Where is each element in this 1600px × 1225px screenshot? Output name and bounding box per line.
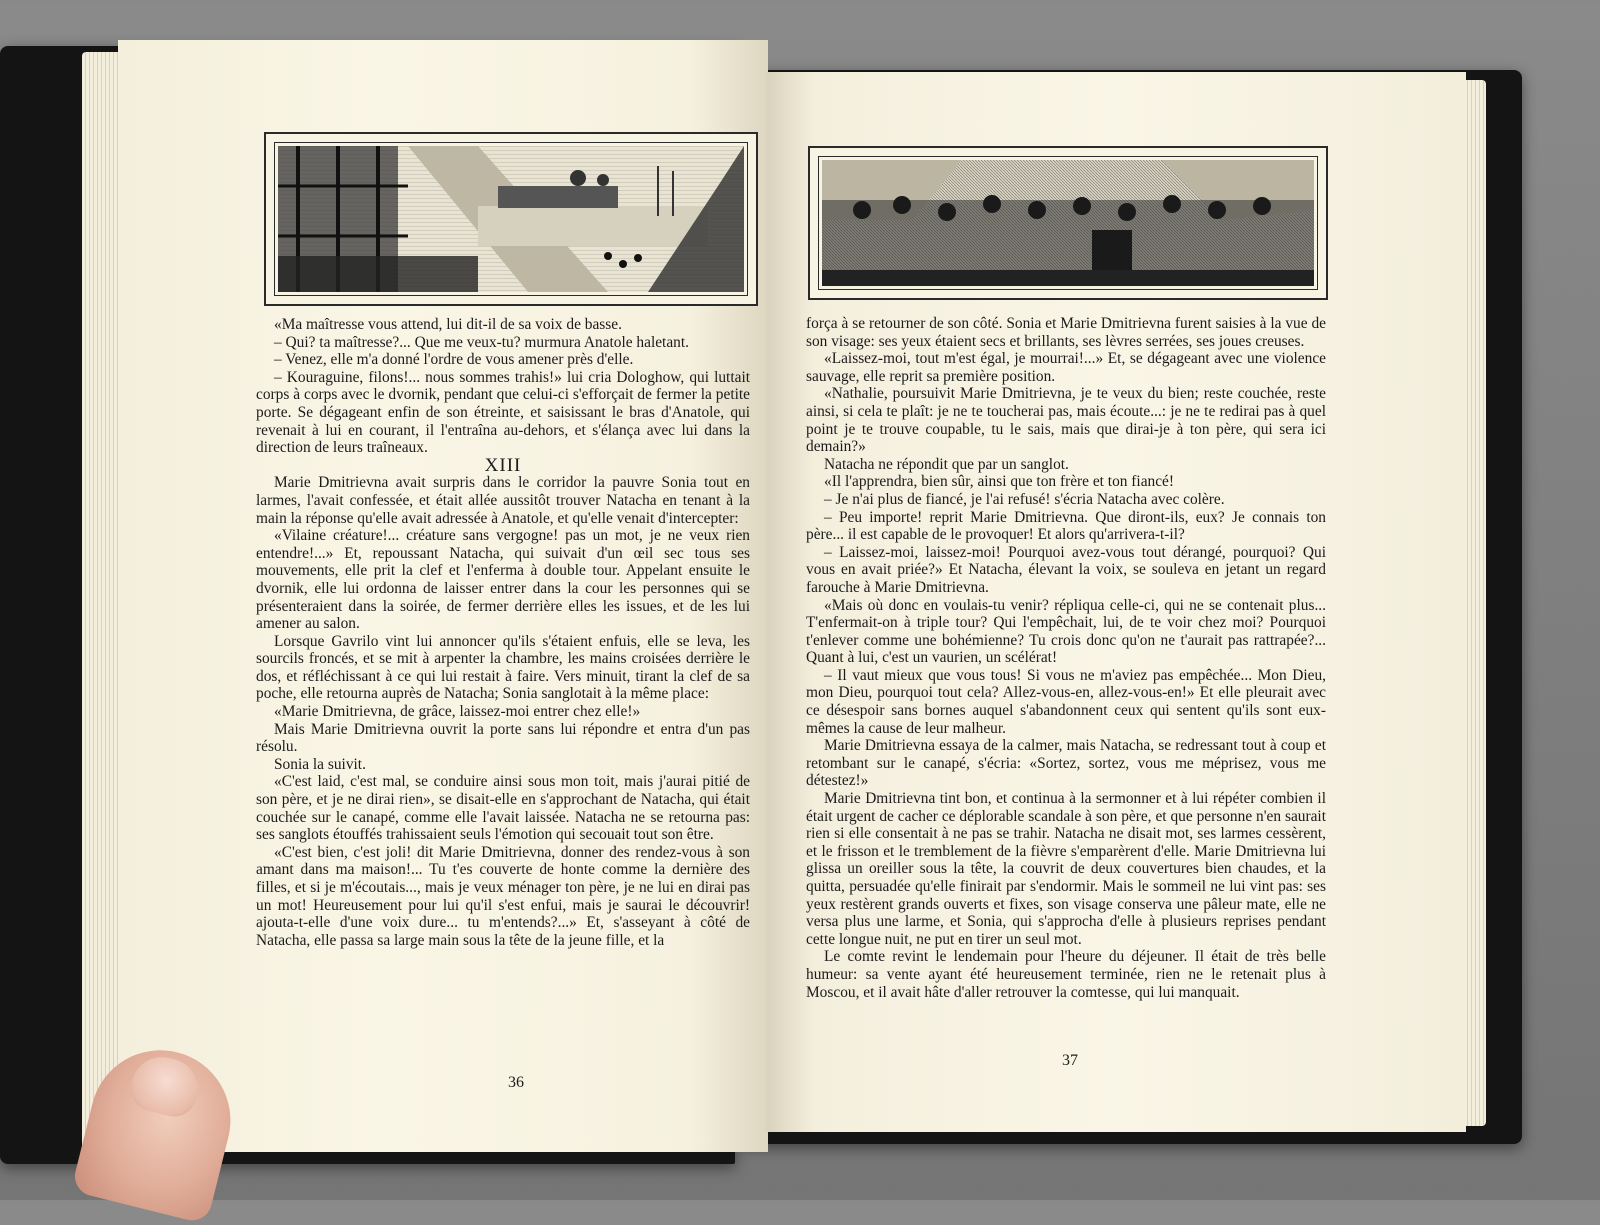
market-crowd-illustration <box>822 160 1314 286</box>
paragraph: força à se retourner de son côté. Sonia et Marie Dmitrievna furent saisies à la vue de son visage: ses yeux étaient secs et brillants, ses lèvres serrées, ses joues creuses. <box>806 315 1326 350</box>
paragraph: «Marie Dmitrievna, de grâce, laissez-moi entrer chez elle!» <box>274 703 641 721</box>
paragraph: «Ma maîtresse vous attend, lui dit-il de sa voix de basse. <box>274 316 622 333</box>
paragraph: Marie Dmitrievna tint bon, et continua à la sermonner et à lui répéter combien il était urgent de cacher ce déplorable scandale à son père, et que personne n'en saurait rien si elle consentait à ne pas se trahir. Natacha ne disait mot, ses larmes cessèrent, et le frisson et le tremblement de la fièvre s'emparèrent d'elle. Marie Dmitrievna lui glissa un oreiller sous la tête, la couvrit de deux couvertures bien chaudes, et la quitta, persuadée qu'elle finirait par s'endormir. Mais le sommeil ne lui vint pas: ses yeux restèrent grands ouverts et fixes, son visage conserva une pâleur mate, elle ne versa plus une larme, et Sonia, qui s'approcha d'elle à plusieurs reprises pendant cette longue nuit, ne put en tirer un seul mot. <box>806 790 1326 948</box>
paragraph: «C'est bien, c'est joli! dit Marie Dmitrievna, donner des rendez-vous à son amant dans ma maison!... Tu t'es couverte de honte comme la dernière des filles, et si je m'écoutais..., mais je veux ménager ton père, je ne lui en dirai pas un mot! Heureusement pour lui qu'il s'est enfui, mais je saurai le découvrir! ajouta-t-elle d'une voix dure... tu m'entends?...» Et, s'asseyant à côté de Natacha, elle passa sa large main sous la tête de la jeune fille, et la <box>256 843 750 949</box>
paragraph: – Peu importe! reprit Marie Dmitrievna. Que diront-ils, eux? Je connais ton père... il est capable de le provoquer! Et alors qu'arrivera-t-il? <box>806 508 1326 544</box>
right-page <box>766 72 1466 1132</box>
winter-scene-illustration <box>278 146 744 292</box>
paragraph: «Nathalie, poursuivit Marie Dmitrievna, je te veux du bien; reste couchée, reste ainsi, si cela te plaît: je ne te toucherai pas, mais écoute...: je ne te redirai pas à quel point je te trouve coupable, tu le sais, mais que dirai-je à ton père, qui sera ici demain?» <box>806 385 1326 456</box>
chapter-title: XIII <box>484 454 522 476</box>
left-page <box>118 40 768 1152</box>
paragraph: – Il vaut mieux que vous tous! Si vous ne m'aviez pas empêchée... Mon Dieu, mon Dieu, pourquoi tout cela? Allez-vous-en, allez-vous-en!» Et elle pleurait avec ce désespoir sans bornes auquel s'abandonnent ceux qui sentent qu'ils sont eux-mêmes la cause de leur malheur. <box>806 666 1326 737</box>
paragraph: Marie Dmitrievna essaya de la calmer, mais Natacha, se redressant tout à coup et retombant sur le canapé, s'écria: «Sortez, sortez, vous me méprisez, vous me détestez!» <box>806 737 1326 790</box>
paragraph: Mais Marie Dmitrievna ouvrit la porte sans lui répondre et entra d'un pas résolu. <box>256 720 750 756</box>
left-text-top <box>256 316 750 949</box>
paragraph: «Il l'apprendra, bien sûr, ainsi que ton frère et ton fiancé! <box>824 473 1175 491</box>
paragraph: Le comte revint le lendemain pour l'heure du déjeuner. Il était de très belle humeur: sa vente ayant été heureusement terminée, rien ne le retenait plus à Moscou, et il avait hâte d'aller retrouver la comtesse, qui lui manquait. <box>806 948 1326 1001</box>
right-engraving <box>808 146 1328 300</box>
paragraph: «Laissez-moi, tout m'est égal, je mourrai!...» Et, se dégageant avec une violence sauvage, elle reprit sa première position. <box>806 350 1326 385</box>
page-number-left: 36 <box>508 1074 524 1091</box>
paragraph: Lorsque Gavrilo vint lui annoncer qu'ils s'étaient enfuis, elle se leva, les sourcils froncés, et se mit à arpenter la chambre, les mains croisées derrière le dos, et réfléchissant à ce qui lui restait à faire. Vers minuit, tirant la clef de sa poche, elle retourna auprès de Natacha; Sonia sanglotait à la même place: <box>256 632 750 703</box>
paragraph: – Kouraguine, filons!... nous sommes trahis!» lui cria Dologhow, qui luttait corps à corps avec le dvornik, pendant que celui-ci s'efforçait de fermer la petite porte. Se dégageant enfin de son étreinte, et saisissant le bras d'Anatole, qui revenait à lui en courant, il l'entraîna au-dehors, et s'élança avec lui dans la direction de leurs traîneaux. <box>256 368 750 457</box>
left-engraving <box>264 132 758 306</box>
page-number-right: 37 <box>1062 1052 1078 1069</box>
paragraph: «Vilaine créature!... créature sans vergogne! pas un mot, je ne veux rien entendre!...» Et, repoussant Natacha, qui suivait d'un œil sec tous ses mouvements, elle prit la clef et l'enferma à double tour. Appelant ensuite le dvornik, elle lui ordonna de laisser entrer dans la cour les personnes qui se présenteraient dans la soirée, de fermer derrière elles les issues, et de les lui amener au salon. <box>256 527 750 633</box>
paragraph: Sonia la suivit. <box>274 755 366 773</box>
paragraph: «Mais où donc en voulais-tu venir? répliqua celle-ci, qui ne se contenait plus... T'enfermait-on à triple tour? Qui l'empêchait, lui, de te voir chez moi? Pourquoi t'enlever comme une bohémienne? Tu crois donc qu'on ne t'aurait pas rattrapée?... Quant à lui, c'est un vaurien, un scélérat! <box>806 596 1326 667</box>
paragraph: – Je n'ai plus de fiancé, je l'ai refusé! s'écria Natacha avec colère. <box>824 490 1225 508</box>
paragraph: – Qui? ta maîtresse?... Que me veux-tu? murmura Anatole haletant. <box>274 333 689 351</box>
paragraph: «C'est laid, c'est mal, se conduire ainsi sous mon toit, mais j'aurai pitié de son père, et je ne dirai rien», se disait-elle en s'approchant de Natacha, qui était couchée sur le canapé, comme elle l'avait laissée. Natacha ne se retourna pas: ses sanglots étouffés trahissaient seuls l'émotion qui secouait tout son être. <box>256 773 750 844</box>
paragraph: Natacha ne répondit que par un sanglot. <box>824 455 1069 473</box>
paragraph: Marie Dmitrievna avait surpris dans le corridor la pauvre Sonia tout en larmes, l'avait confessée, et était allée aussitôt trouver Natacha en tenant à la main la réponse qu'elle avait adressée à Anatole, et qu'elle venait d'intercepter: <box>256 474 750 527</box>
right-text <box>806 315 1326 1001</box>
paragraph: – Laissez-moi, laissez-moi! Pourquoi avez-vous tout dérangé, pourquoi? Qui vous en avait priée?» Et Natacha, élevant la voix, se souleva en jetant un regard farouche à Marie Dmitrievna. <box>806 543 1326 596</box>
paragraph: – Venez, elle m'a donné l'ordre de vous amener près d'elle. <box>274 351 634 369</box>
